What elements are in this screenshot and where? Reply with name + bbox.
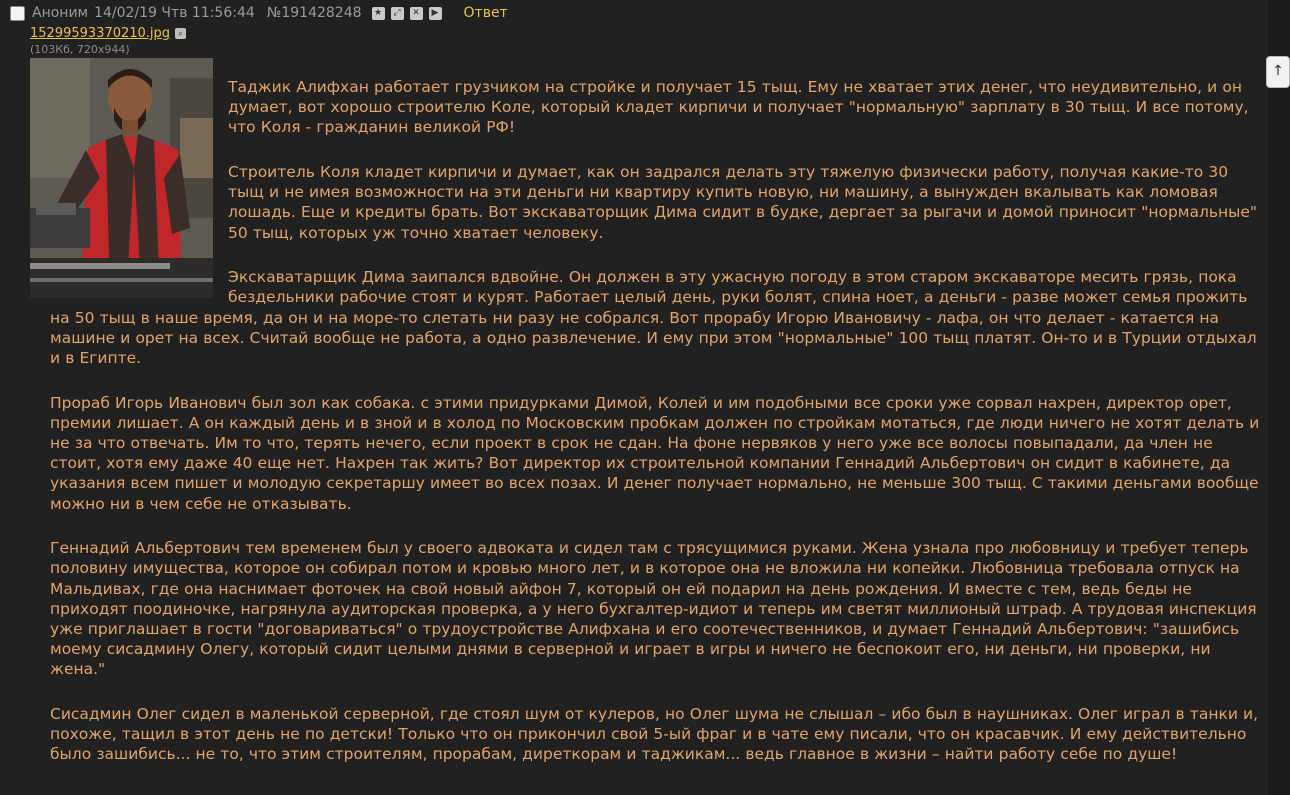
scroll-up-button[interactable]: ↑ — [1266, 56, 1290, 88]
reply-link[interactable]: Ответ — [463, 5, 508, 21]
close-icon[interactable]: ✕ — [410, 7, 423, 20]
star-icon[interactable]: ★ — [372, 7, 385, 20]
post-paragraph: Прораб Игорь Иванович был зол как собака. с этими придурками Димой, Колей и им подобными все сроки уже сорвал нахрен, директор орет, премии лишает. А он каждый день и в зной и в холод по Московским пробкам должен по стройкам мотаться, где люди ничего не хотят делать и не за что отвечать. Им то что, терять нечего, если проект в срок не сдан. На фоне нервяков у него уже все волосы повыпадали, да член не стоит, хотя ему даже 40 еще нет. Нахрен так жить? Вот директор их строительной компании Геннадий Альбертович он сидит в кабинете, да указания всем пишет и молодую секретаршу имеет во всех позах. И денег получает нормально, не меньше 300 тыщ. С такими деньгами вообще можно ни в чем себе не отказывать. — [50, 393, 1260, 513]
post-paragraph: Строитель Коля кладет кирпичи и думает, как он задрался делать эту тяжелую физически работу, получая какие-то 30 тыщ и не имея возможности на эти деньги ни квартиру купить новую, ни машину, а вынужден вкалывать как ломовая лошадь. Еще и кредиты брать. Вот экскаваторщик Дима сидит в будке, дергает за рыгачи и домой приносит "нормальные" 50 тыщ, которых уж точно хватает человеку. — [228, 163, 1258, 242]
post-paragraph: Экскаватарщик Дима заипался вдвойне. Он должен в эту ужасную погоду в этом старом экскаваторе месить грязь, пока бездельники рабочие стоят и курят. Работает целый день, руки болят, спина ноет, а деньги - разве может семья прожить на 50 тыщ в наше время, да он и на море-то слетать ни разу не собрался. Вот прорабу Игорю Ивановичу - лафа, он что делает - катается на машине и орет на всех. Считай вообще не работа, а одно развлечение. И ему при этом "нормальные" 100 тыщ платят. Он-то и в Турции отдыхал и в Египте. — [50, 268, 1257, 368]
post-number[interactable]: №191428248 — [266, 5, 362, 21]
file-link[interactable] — [30, 26, 186, 41]
post-author: Аноним — [32, 5, 89, 21]
expand-icon[interactable]: ⤢ — [391, 7, 404, 20]
post-date: 14/02/19 Чтв 11:56:44 — [94, 5, 255, 21]
post-paragraph: Геннадий Альбертович тем временем был у своего адвоката и сидел там с трясущимися руками. Жена узнала про любовницу и требует теперь половину имущества, которое он собирал потом и кровью много лет, и в которое она не вложила ни копейки. Любовница требовала отпуск на Мальдивах, где она наснимает фоточек на свой новый айфон 7, который он ей подарил на день рождения. И вместе с тем, ведь беды не приходят поодиночке, нагрянула аудиторская проверка, а у него бухгалтер-идиот и теперь им светят миллионый штраф. А трудовая инспекция уже приглашает в гости "договариваться" о трудоустройстве Алифхана и его соотечественников, и думает Геннадий Альбертович: "зашибись моему сисадмину Олегу, который сидит целыми днями в серверной и играет в игры и ничего не беспокоит его, ни деньги, ни проверки, ни жена." — [50, 539, 1257, 679]
post-select-checkbox[interactable] — [10, 6, 25, 21]
file-name[interactable]: 15299593370210.jpg — [30, 26, 171, 41]
image-search-icon[interactable]: ⌕ — [175, 28, 186, 39]
play-icon[interactable]: ▶ — [429, 7, 442, 20]
post-paragraph: Таджик Алифхан работает грузчиком на стройке и получает 15 тыщ. Ему не хватает этих денег, что неудивительно, и он думает, вот хорошо строителю Коле, который кладет кирпичи и получает "нормальную" зарплату в 30 тыщ. И все потому, что Коля - гражданин великой РФ! — [228, 78, 1249, 137]
file-meta: (103Кб, 720x944) — [30, 43, 130, 56]
image-float-spacer — [50, 77, 228, 297]
post-header — [10, 4, 508, 22]
post-paragraph: Сисадмин Олег сидел в маленькой серверной, где стоял шум от кулеров, но Олег шума не слышал – ибо был в наушниках. Олег играл в танки и, похоже, тащил в этот день не по детски! Только что он прикончил свой 5-ый фраг и в чате ему писали, что он красавчик. И ему действительно было зашибись... не то, что этим строителям, прорабам, диреткорам и таджикам... ведь главное в жизни – найти работу себе по душе! — [50, 705, 1259, 764]
post-message — [50, 77, 1260, 789]
